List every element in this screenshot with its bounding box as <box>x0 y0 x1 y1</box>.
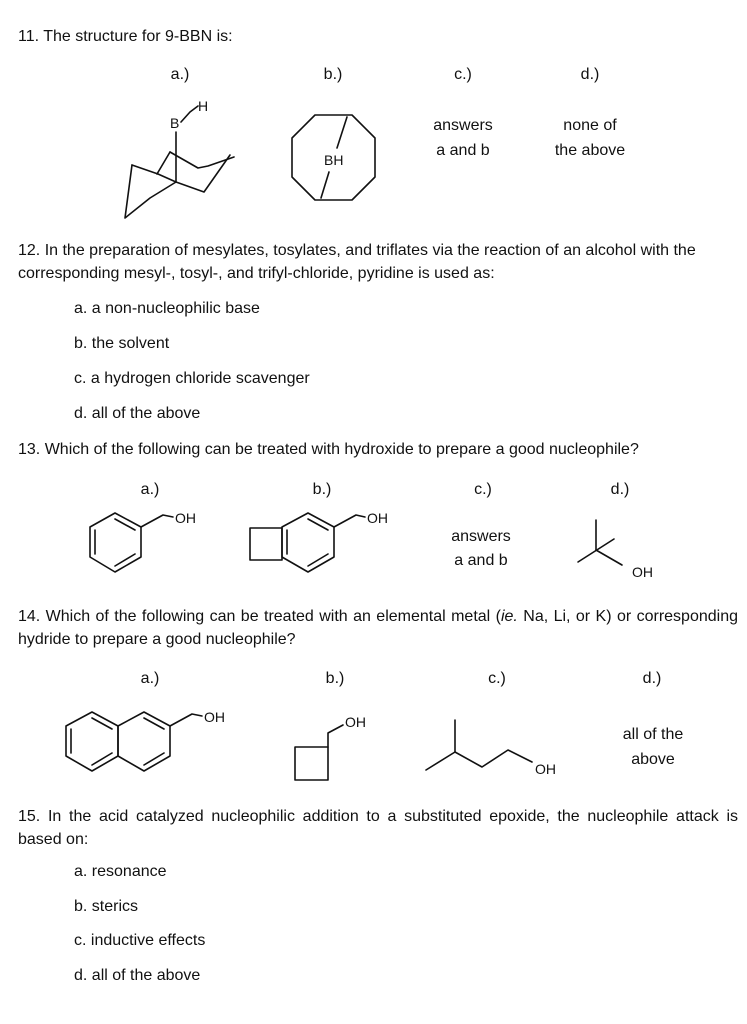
cyclobutene-ring <box>250 528 282 560</box>
cyclobutane-ring <box>295 747 328 780</box>
q11-c-line1: answers <box>433 117 493 134</box>
q12-option-d: d. all of the above <box>74 405 201 422</box>
q11-structure-a-bbn-chair <box>110 90 250 230</box>
oh-label: OH <box>535 761 556 777</box>
naphthalene-ring-right <box>118 712 170 771</box>
q14-label-d: d.) <box>642 670 662 687</box>
q13-label-d: d.) <box>610 481 630 498</box>
q13-label-c: c.) <box>474 481 492 498</box>
bh-atom-label: BH <box>324 152 344 168</box>
q13-label-a: a.) <box>140 481 160 498</box>
oh-label: OH <box>367 510 388 526</box>
naphthalene-ring-left <box>66 712 118 771</box>
q14-d-line1: all of the <box>622 726 684 743</box>
q13-structure-a-benzyl-alcohol <box>85 505 215 590</box>
q14-question-part2: Na, Li, or K) or corresponding hydride to prepare a good nucleophile? <box>18 608 738 648</box>
q14-question-ie: ie. <box>500 608 518 625</box>
q12-question: 12. In the preparation of mesylates, tosylates, and triflates via the reaction of an alcohol with the corresponding mesyl-, tosyl-, and trifyl-chloride, pyridine is used as: <box>18 242 696 282</box>
benzene-ring <box>90 513 141 572</box>
q15-option-c: c. inductive effects <box>74 932 206 949</box>
q14-structure-a-naphthalene-alcohol <box>60 700 250 785</box>
q14-question-part1: 14. Which of the following can be treated with an elemental metal ( <box>18 608 501 625</box>
q12-option-b: b. the solvent <box>74 335 170 352</box>
q11-label-d: d.) <box>580 66 600 83</box>
boron-atom-label: B <box>170 115 180 131</box>
q14-label-a: a.) <box>140 670 160 687</box>
q11-label-c: c.) <box>454 66 472 83</box>
q14-structure-b-cyclobutylmethanol <box>285 705 395 785</box>
q14-structure-c-isopentanol <box>420 710 580 785</box>
oh-label: OH <box>632 564 653 580</box>
q15-question: 15. In the acid catalyzed nucleophilic addition to a substituted epoxide, the nucleophile attack is based on: <box>18 808 738 848</box>
q11-d-line2: the above <box>554 142 626 159</box>
q13-structure-d-tert-butanol <box>570 515 670 585</box>
q11-structure-b-cyclooctane <box>285 110 385 210</box>
hydrogen-atom-label: H <box>198 98 209 114</box>
q15-option-d: d. all of the above <box>74 967 201 984</box>
oh-label: OH <box>204 709 225 725</box>
q12-option-a: a. a non-nucleophilic base <box>74 300 260 317</box>
q15-option-a: a. resonance <box>74 863 167 880</box>
oh-label: OH <box>175 510 196 526</box>
q11-question: 11. The structure for 9-BBN is: <box>18 28 233 45</box>
q14-question <box>18 605 738 651</box>
oh-label: OH <box>345 714 366 730</box>
q14-label-b: b.) <box>325 670 345 687</box>
q13-c-line1: answers <box>451 528 511 545</box>
q11-label-b: b.) <box>323 66 343 83</box>
q11-label-a: a.) <box>170 66 190 83</box>
q13-structure-b-benzocyclobutenol <box>245 505 405 590</box>
q13-label-b: b.) <box>312 481 332 498</box>
q13-question: 13. Which of the following can be treated with hydroxide to prepare a good nucleophile? <box>18 441 639 458</box>
q12-option-c: c. a hydrogen chloride scavenger <box>74 370 310 387</box>
q11-c-line2: a and b <box>436 142 490 159</box>
q15-option-b: b. sterics <box>74 898 139 915</box>
q11-d-line1: none of <box>563 117 617 134</box>
q14-label-c: c.) <box>488 670 506 687</box>
q14-d-line2: above <box>631 751 675 768</box>
benzene-ring <box>282 513 334 572</box>
q13-c-line2: a and b <box>454 552 508 569</box>
